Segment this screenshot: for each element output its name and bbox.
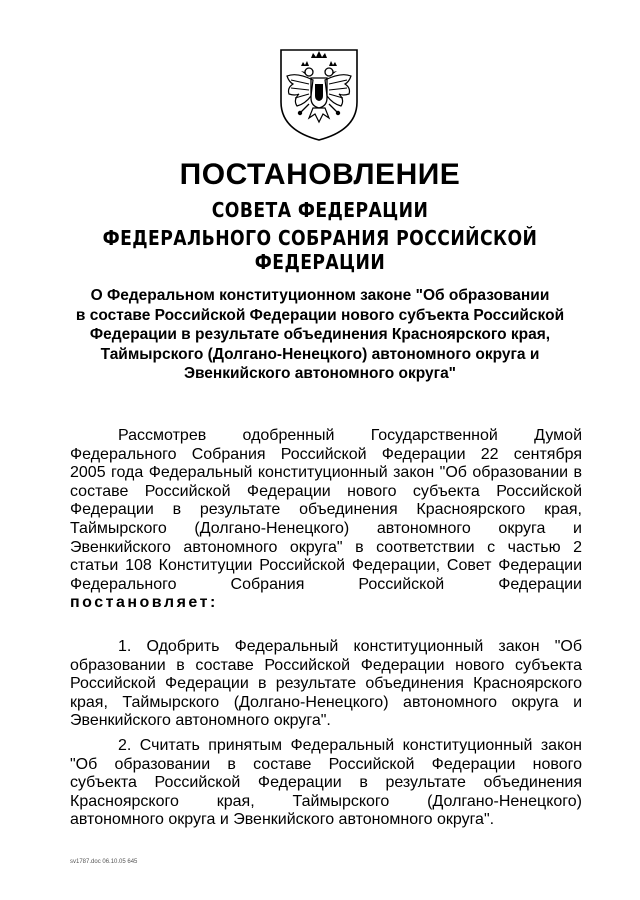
- preamble-line: Федерального Собрания Российской Федерации: [70, 575, 582, 593]
- preamble-line: Таймырского (Долгано-Ненецкого) автономного округа и: [70, 519, 582, 537]
- document-subtitle-line2: ФЕДЕРАЛЬНОГО СОБРАНИЯ РОССИЙСКОЙ ФЕДЕРАЦИИ: [102, 226, 538, 274]
- item-1-line: края, Таймырского (Долгано-Ненецкого) автономного округа и: [70, 693, 582, 711]
- item-2-line: Красноярского края, Таймырского (Долгано-Ненецкого): [70, 792, 582, 810]
- preamble-paragraph: [70, 427, 582, 613]
- preamble-line: Рассмотрев одобренный Государственной Думой: [118, 427, 582, 444]
- item-2-line: автономного округа и Эвенкийского автономного округа".: [70, 811, 495, 829]
- item-2-line: 2. Считать принятым Федеральный конституционный закон: [118, 737, 582, 754]
- item-2-paragraph: [70, 737, 582, 830]
- subject-line: Таймырского (Долгано-Ненецкого) автономного округа и: [100, 345, 540, 363]
- item-2-line: субъекта Российской Федерации в результате объединения: [70, 774, 582, 792]
- subject-line: О Федеральном конституционном законе "Об образовании: [90, 287, 550, 304]
- subject-line: Эвенкийского автономного округа": [183, 365, 457, 382]
- coat-of-arms-emblem-icon: [275, 46, 363, 142]
- item-1-line: 1. Одобрить Федеральный конституционный закон "Об: [118, 638, 582, 655]
- subject-line: в составе Российской Федерации нового субъекта Российской: [75, 306, 565, 324]
- document-title: ПОСТАНОВЛЕНИЕ: [179, 158, 461, 191]
- subject-line: Федерации в результате объединения Красноярского края,: [89, 326, 551, 343]
- item-1-line: образовании в составе Российской Федерации нового субъекта: [70, 656, 582, 674]
- item-1-paragraph: [70, 638, 582, 731]
- decree-word: постановляет:: [70, 594, 218, 612]
- preamble-line: Эвенкийского автономного округа" в соответствии с частью 2: [70, 538, 582, 556]
- item-2-line: "Об образовании в составе Российской Федерации нового: [70, 755, 582, 773]
- preamble-line: 2005 года Федеральный конституционный закон "Об образовании в: [70, 464, 582, 482]
- preamble-line: Федерального Собрания Российской Федерации 22 сентября: [70, 445, 582, 463]
- item-1-line: Российской Федерации в результате объединения Красноярского: [70, 675, 582, 693]
- document-subject: [40, 286, 600, 384]
- preamble-line: Федерации в результате объединения Красноярского края,: [70, 501, 582, 519]
- preamble-line: статьи 108 Конституции Российской Федерации, Совет Федерации: [70, 557, 582, 575]
- preamble-line: составе Российской Федерации нового субъекта Российской: [70, 482, 582, 500]
- item-1-line: Эвенкийского автономного округа".: [70, 712, 331, 730]
- footer-document-code: sv1787.doc 06.10.05 645: [70, 859, 138, 865]
- document-subtitle-line1: СОВЕТА ФЕДЕРАЦИИ: [211, 198, 429, 222]
